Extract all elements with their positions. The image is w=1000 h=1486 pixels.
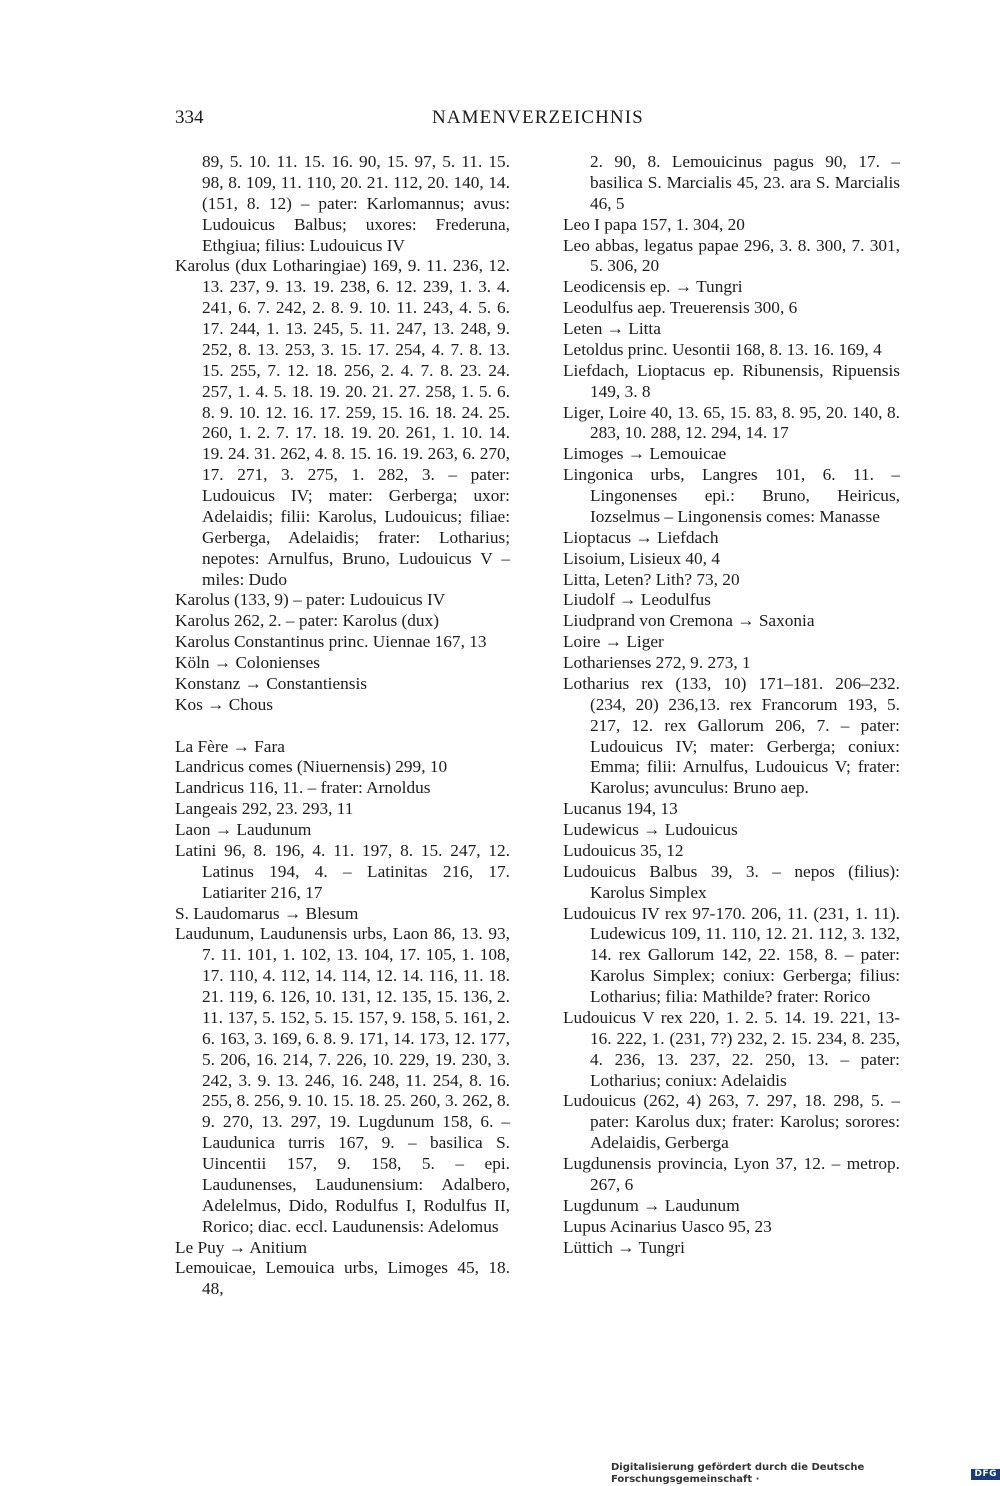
index-entry: Lucanus 194, 13: [563, 799, 678, 819]
page-number: 334: [175, 107, 204, 128]
index-entry: Limoges → Lemouicae: [563, 444, 727, 464]
index-entry: Langeais 292, 23. 293, 11: [175, 799, 354, 819]
index-entry: Lisoium, Lisieux 40, 4: [563, 548, 720, 568]
index-column-left: [175, 152, 510, 1300]
index-entry: Letoldus princ. Uesontii 168, 8. 13. 16. 169, 4: [563, 339, 882, 359]
index-entry: 2. 90, 8. Lemouicinus pagus 90, 17. – basilica S. Marcialis 45, 23. ara S. Marcialis 46, 5: [590, 152, 900, 213]
index-entry: La Fère → Fara: [175, 736, 285, 756]
index-entry: Leodicensis ep. → Tungri: [563, 277, 743, 297]
index-entry: 89, 5. 10. 11. 15. 16. 90, 15. 97, 5. 11. 15. 98, 8. 109, 11. 110, 20. 21. 112, 20. 140, 14. (151, 8. 12) – pater: Karlomannus; avus: Ludouicus Balbus; uxores: Frederuna, Ethgiua; filius: Ludouicus IV: [202, 152, 510, 255]
index-entry: Lupus Acinarius Uasco 95, 23: [563, 1216, 772, 1236]
index-entry: Loire → Liger: [563, 632, 664, 652]
index-entry: Lugdunum → Laudunum: [563, 1195, 740, 1215]
index-entry: Ludouicus 35, 12: [563, 840, 684, 860]
index-entry: Latini 96, 8. 196, 4. 11. 197, 8. 15. 247, 12. Latinus 194, 4. – Latinitas 216, 17. Latiariter 216, 17: [175, 840, 510, 902]
index-entry: Leo abbas, legatus papae 296, 3. 8. 300, 7. 301, 5. 306, 20: [563, 235, 900, 276]
index-entry: Lugdunensis provincia, Lyon 37, 12. – metrop. 267, 6: [563, 1154, 900, 1194]
index-entry: Ludouicus Balbus 39, 3. – nepos (filius): Karolus Simplex: [563, 861, 900, 902]
index-entry: Lüttich → Tungri: [563, 1237, 685, 1257]
index-entry: Karolus 262, 2. – pater: Karolus (dux): [175, 611, 439, 631]
index-entry: Leten → Litta: [563, 319, 661, 338]
index-entry: Karolus (dux Lotharingiae) 169, 9. 11. 236, 12. 13. 237, 9. 13. 19. 238, 6. 12. 239, 1. 3. 4. 241, 6. 7. 242, 2. 8. 9. 10. 11. 243, 4. 5. 6. 17. 244, 1. 13. 245, 5. 11. 247, 13. 248, 9. 252, 8. 13. 253, 3. 15. 17. 254, 4. 7. 8. 13. 15. 255, 7. 12. 18. 256, 2. 4. 7. 8. 23. 24. 257, 1. 4. 5. 18. 19. 20. 21. 27. 258, 1. 5. 6. 8. 9. 10. 12. 16. 17. 259, 15. 16. 18. 24. 25. 260, 1. 2. 7. 17. 18. 19. 20. 261, 1. 10. 14. 19. 24. 31. 262, 4. 8. 15. 16. 19. 263, 6. 270, 17. 271, 3. 275, 1. 282, 3. – pater: Ludouicus IV; mater: Gerberga; uxor: Adelaidis; filii: Karolus, Ludouicus; filiae: Gerberga, Adelaidis; frater: Lotharius; nepotes: Arnulfus, Bruno, Ludouicus V – miles: Dudo: [175, 256, 510, 589]
index-entry: Laudunum, Laudunensis urbs, Laon 86, 13. 93, 7. 11. 101, 1. 102, 13. 104, 17. 105, 1. 108, 17. 110, 4. 112, 14. 114, 12. 14. 116, 11. 18. 21. 119, 6. 126, 10. 131, 12. 135, 15. 136, 2. 11. 137, 5. 152, 5. 15. 157, 9. 158, 5. 161, 2. 6. 163, 3. 169, 6. 8. 9. 171, 14. 173, 12. 177, 5. 206, 16. 214, 7. 226, 10. 229, 19. 230, 3. 242, 3. 9. 13. 246, 16. 248, 11. 254, 8. 16. 255, 8. 256, 9. 10. 15. 18. 25. 260, 3. 262, 8. 9. 270, 13. 297, 19. Lugdunum 158, 6. – Laudunica turris 167, 9. – basilica S. Uincentii 157, 9. 158, 5. – epi. Laudunenses, Laudunensium: Adalbero, Adelelmus, Dido, Rodulfus I, Rodulfus II, Rorico; diac. eccl. Laudunensis: Adelomus: [175, 924, 510, 1236]
index-entry: S. Laudomarus → Blesum: [175, 903, 359, 923]
index-entry: Ludouicus (262, 4) 263, 7. 297, 18. 298, 5. – pater: Karolus dux; frater: Karolus; sorores: Adelaidis, Gerberga: [563, 1091, 900, 1153]
index-entry: Ludouicus V rex 220, 1. 2. 5. 14. 19. 221, 13-16. 222, 1. (231, 7?) 232, 2. 15. 234, 8. 235, 4. 236, 13. 237, 22. 250, 13. – pater: Lotharius; coniux: Adelaidis: [563, 1007, 900, 1090]
index-entry: Le Puy → Anitium: [175, 1237, 308, 1257]
page-header: NAMENVERZEICHNIS: [432, 107, 644, 128]
index-entry: Landricus 116, 11. – frater: Arnoldus: [175, 778, 431, 798]
index-entry: Lingonica urbs, Langres 101, 6. 11. – Lingonenses epi.: Bruno, Heiricus, Iozselmus – Lingonensis comes: Manasse: [563, 465, 900, 526]
index-entry: Liudprand von Cremona → Saxonia: [563, 611, 815, 631]
index-entry: Karolus Constantinus princ. Uiennae 167, 13: [175, 632, 487, 652]
index-entry: Litta, Leten? Lith? 73, 20: [563, 569, 740, 589]
index-entry: Landricus comes (Niuernensis) 299, 10: [175, 757, 448, 777]
index-entry: Leodulfus aep. Treuerensis 300, 6: [563, 298, 798, 318]
index-entry: Kos → Chous: [175, 694, 273, 714]
footer-funding-note: Digitalisierung gefördert durch die Deutsche Forschungsgemeinschaft ·: [611, 1462, 865, 1485]
index-entry: Ludewicus → Ludouicus: [563, 820, 738, 839]
index-entry: Ludouicus IV rex 97-170. 206, 11. (231, 1. 11). Ludewicus 109, 11. 110, 12. 21. 112, 3. 132, 14. rex Gallorum 142, 22. 158, 8. – pater: Karolus Simplex; coniux: Gerberga; filius: Lotharius; filia: Mathilde? frater: Rorico: [563, 903, 900, 1006]
index-entry: Lotharienses 272, 9. 273, 1: [563, 653, 751, 672]
index-entry: Liudolf → Leodulfus: [563, 590, 711, 610]
footer: [611, 1462, 1000, 1486]
index-entry: Laon → Laudunum: [175, 820, 312, 839]
index-entry: Lioptacus → Liefdach: [563, 527, 719, 547]
index-entry: Lotharius rex (133, 10) 171–181. 206–232. (234, 20) 236,13. rex Francorum 193, 5. 217, 12. rex Gallorum 206, 7. – pater: Ludouicus IV; mater: Gerberga; coniux: Emma; filii: Arnulfus, Ludouicus V; frater: Karolus; avunculus: Bruno aep.: [563, 673, 900, 798]
index-entry: Karolus (133, 9) – pater: Ludouicus IV: [175, 590, 446, 610]
index-column-right: [563, 152, 900, 1258]
dfg-logo: DFG: [971, 1469, 1000, 1480]
index-entry: Liefdach, Lioptacus ep. Ribunensis, Ripuensis 149, 3. 8: [563, 360, 900, 401]
index-entry: Köln → Colonienses: [175, 653, 320, 672]
index-entry: Leo I papa 157, 1. 304, 20: [563, 214, 745, 234]
index-entry: Liger, Loire 40, 13. 65, 15. 83, 8. 95, 20. 140, 8. 283, 10. 288, 12. 294, 14. 17: [563, 402, 900, 443]
index-entry: Konstanz → Constantiensis: [175, 673, 368, 693]
index-entry: Lemouicae, Lemouica urbs, Limoges 45, 18. 48,: [175, 1258, 510, 1299]
